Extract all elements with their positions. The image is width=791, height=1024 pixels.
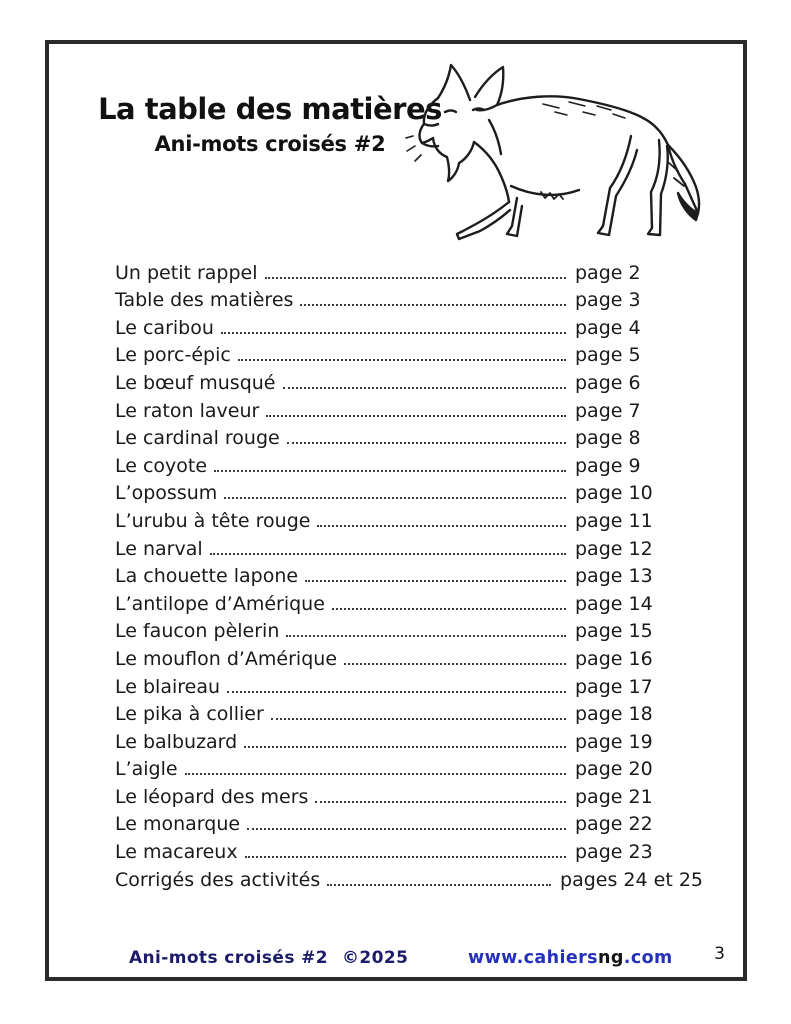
- toc-row: [115, 560, 703, 588]
- toc-entry-page: page 22: [575, 813, 653, 836]
- toc-entry-label: L’urubu à tête rouge: [115, 509, 311, 532]
- toc-entry-page: page 16: [575, 647, 653, 670]
- footer-website-link[interactable]: [468, 948, 673, 968]
- toc-row: [115, 394, 703, 422]
- toc-row: [115, 587, 703, 615]
- toc-row: [115, 615, 703, 643]
- dot-leader: [227, 685, 566, 693]
- toc-row: [115, 284, 703, 312]
- dot-leader: [315, 795, 566, 803]
- toc-row: [115, 532, 703, 560]
- dot-leader: [327, 878, 551, 886]
- dot-leader: [266, 409, 566, 417]
- dot-leader: [305, 574, 566, 582]
- toc-row: [115, 311, 703, 339]
- dot-leader: [244, 740, 566, 748]
- page-subtitle: Ani-mots croisés #2: [154, 132, 386, 156]
- dot-leader: [221, 326, 566, 334]
- toc-entry-page: page 23: [575, 841, 653, 864]
- toc-row: [115, 339, 703, 367]
- toc-row: [115, 449, 703, 477]
- footer-booklet-title: [129, 948, 408, 968]
- toc-entry-label: L’aigle: [115, 758, 178, 781]
- toc-entry-label: Le caribou: [115, 316, 214, 339]
- toc-row: [115, 477, 703, 505]
- toc-entry-page: page 13: [575, 565, 653, 588]
- toc-row: [115, 725, 703, 753]
- toc-row: [115, 422, 703, 450]
- toc-row: [115, 698, 703, 726]
- toc-entry-label: Le porc-épic: [115, 344, 231, 367]
- toc-entry-label: Le blaireau: [115, 675, 221, 698]
- toc-row: [115, 863, 703, 891]
- footer-url-suffix: .com: [623, 948, 673, 968]
- toc-row: [115, 256, 703, 284]
- dot-leader: [300, 298, 566, 306]
- toc-entry-page: page 18: [575, 703, 653, 726]
- toc-entry-page: page 10: [575, 482, 653, 505]
- dot-leader: [210, 547, 566, 555]
- toc-entry-label: Le bœuf musqué: [115, 371, 276, 394]
- dot-leader: [271, 712, 566, 720]
- toc-entry-page: page 21: [575, 785, 653, 808]
- dot-leader: [286, 629, 566, 637]
- toc-entry-page: page 12: [575, 537, 653, 560]
- dot-leader: [344, 657, 566, 665]
- dot-leader: [245, 850, 566, 858]
- toc-entry-label: Le monarque: [115, 813, 241, 836]
- toc-list: [115, 256, 703, 891]
- toc-entry-page: page 11: [575, 509, 653, 532]
- toc-row: [115, 670, 703, 698]
- coyote-illustration: [393, 50, 713, 242]
- page-footer: [45, 944, 739, 974]
- toc-entry-page: page 14: [575, 592, 653, 615]
- toc-row: [115, 642, 703, 670]
- dot-leader: [283, 381, 567, 389]
- toc-row: [115, 808, 703, 836]
- toc-entry-page: page 7: [575, 399, 641, 422]
- toc-entry-label: Le faucon pèlerin: [115, 620, 280, 643]
- coyote-svg: [393, 50, 713, 242]
- toc-entry-page: pages 24 et 25: [560, 868, 703, 891]
- toc-entry-page: page 9: [575, 454, 641, 477]
- dot-leader: [238, 353, 566, 361]
- dot-leader: [214, 464, 566, 472]
- toc-entry-page: page 8: [575, 427, 641, 450]
- dot-leader: [265, 271, 567, 279]
- toc-entry-label: Le raton laveur: [115, 399, 260, 422]
- page-title: La table des matières: [98, 92, 442, 126]
- toc-entry-page: page 19: [575, 730, 653, 753]
- dot-leader: [185, 767, 566, 775]
- toc-entry-label: Le mouflon d’Amérique: [115, 647, 338, 670]
- toc-entry-page: page 5: [575, 344, 641, 367]
- title-block: [98, 92, 442, 156]
- toc-entry-label: Le macareux: [115, 841, 238, 864]
- toc-entry-page: page 4: [575, 316, 641, 339]
- footer-copyright: ©2025: [342, 948, 409, 968]
- toc-entry-page: page 2: [575, 261, 641, 284]
- toc-row: [115, 835, 703, 863]
- footer-url-prefix: www.cahiers: [468, 948, 598, 968]
- toc-entry-label: Le cardinal rouge: [115, 427, 280, 450]
- toc-row: [115, 366, 703, 394]
- footer-booklet-name: Ani-mots croisés #2: [129, 948, 329, 968]
- toc-entry-page: page 6: [575, 371, 641, 394]
- toc-row: [115, 504, 703, 532]
- toc-row: [115, 780, 703, 808]
- dot-leader: [224, 491, 566, 499]
- toc-entry-label: L’opossum: [115, 482, 218, 505]
- toc-entry-label: Le léopard des mers: [115, 785, 309, 808]
- toc-entry-page: page 17: [575, 675, 653, 698]
- toc-entry-label: Table des matières: [115, 289, 294, 312]
- dot-leader: [332, 602, 566, 610]
- toc-entry-label: Le balbuzard: [115, 730, 238, 753]
- toc-entry-page: page 3: [575, 289, 641, 312]
- dot-leader: [287, 436, 566, 444]
- toc-row: [115, 753, 703, 781]
- footer-url-ng: ng: [598, 948, 624, 968]
- toc-entry-page: page 20: [575, 758, 653, 781]
- toc-entry-label: L’antilope d’Amérique: [115, 592, 325, 615]
- footer-page-number: 3: [714, 944, 725, 964]
- toc-entry-label: Corrigés des activités: [115, 868, 321, 891]
- toc-entry-label: Le coyote: [115, 454, 208, 477]
- toc-entry-label: Le narval: [115, 537, 203, 560]
- toc-entry-label: Le pika à collier: [115, 703, 264, 726]
- dot-leader: [317, 519, 566, 527]
- dot-leader: [247, 822, 566, 830]
- toc-entry-label: Un petit rappel: [115, 261, 258, 284]
- toc-entry-page: page 15: [575, 620, 653, 643]
- toc-entry-label: La chouette lapone: [115, 565, 299, 588]
